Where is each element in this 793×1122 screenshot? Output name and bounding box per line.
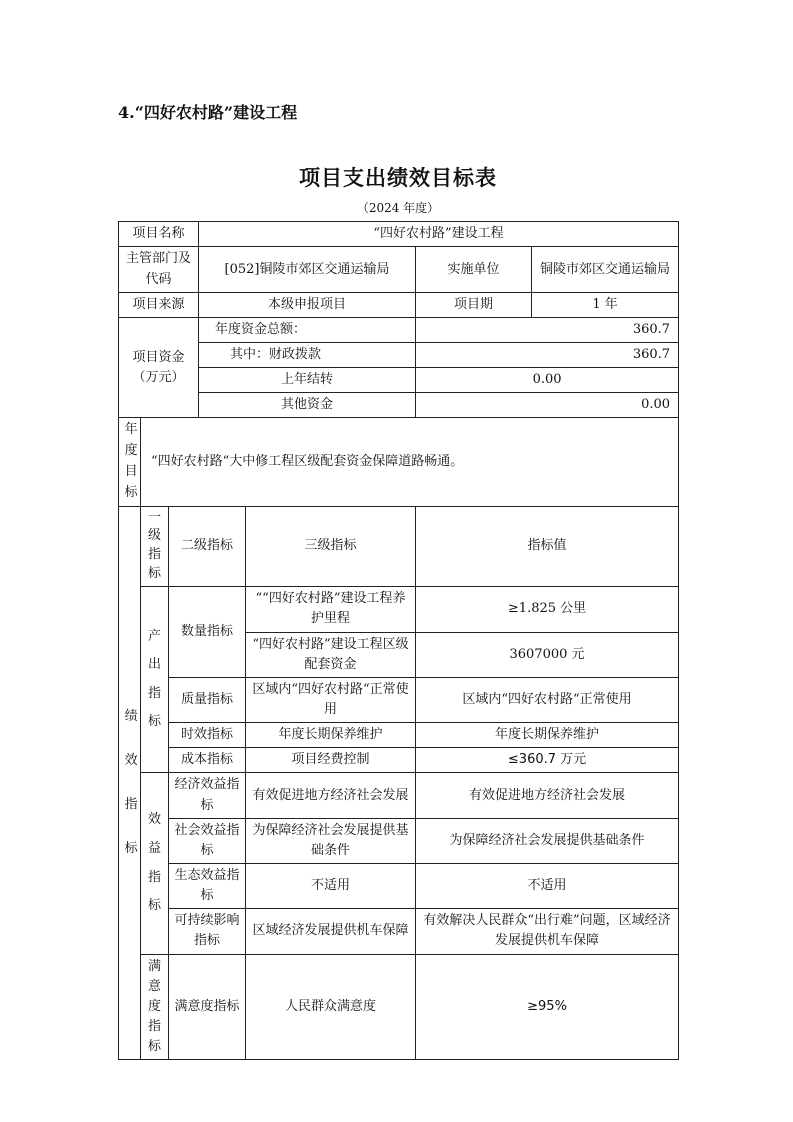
- value-cell: 3607000 元: [416, 632, 679, 677]
- table-row: [119, 723, 679, 748]
- funds-carryover-label: 上年结转: [199, 368, 416, 393]
- row-perf-header: [119, 506, 679, 587]
- value-cell: ≥95%: [416, 954, 679, 1060]
- perf-side-label: 绩效指标: [119, 506, 141, 1060]
- level3-cell: 区域内“四好农村路“正常使用: [246, 677, 416, 722]
- annual-goal-text: “四好农村路“大中修工程区级配套资金保障道路畅通。: [141, 418, 679, 506]
- funds-fiscal-value: 360.7: [416, 343, 679, 368]
- level2-cell: 时效指标: [169, 723, 246, 748]
- level2-cell: 质量指标: [169, 677, 246, 722]
- level2-cell: 生态效益指标: [169, 864, 246, 909]
- value-cell: 有效促进地方经济社会发展: [416, 773, 679, 818]
- value-cell: 年度长期保养维护: [416, 723, 679, 748]
- table-title: 项目支出绩效目标表: [299, 165, 497, 191]
- level2-cell: 数量指标: [169, 587, 246, 678]
- row-funds-fiscal: [119, 343, 679, 368]
- document-content: [118, 103, 678, 1060]
- project-name-value: “四好农村路”建设工程: [199, 222, 679, 247]
- table-row: [119, 818, 679, 863]
- table-row: [119, 587, 679, 632]
- funds-other-label: 其他资金: [199, 393, 416, 418]
- level3-cell: 年度长期保养维护: [246, 723, 416, 748]
- funds-label-line1: 项目资金: [132, 349, 185, 365]
- level2-cell: 可持续影响指标: [169, 909, 246, 954]
- perf-header-level3: 三级指标: [246, 506, 416, 587]
- impl-unit-value: 铜陵市郊区交通运输局: [532, 247, 679, 292]
- table-row: [119, 677, 679, 722]
- level2-cell: 满意度指标: [169, 954, 246, 1060]
- funds-total-value: 360.7: [416, 317, 679, 342]
- row-funds-total: [119, 317, 679, 342]
- row-department: [119, 247, 679, 292]
- table-row: [119, 954, 679, 1060]
- perf-header-level1: 一级指标: [141, 506, 169, 587]
- table-row: [119, 773, 679, 818]
- row-funds-other: [119, 393, 679, 418]
- impl-unit-label: 实施单位: [416, 247, 532, 292]
- dept-label: 主管部门及代码: [119, 247, 199, 292]
- row-source: [119, 292, 679, 317]
- level2-cell: 社会效益指标: [169, 818, 246, 863]
- level3-cell: ““四好农村路”建设工程养护里程: [246, 587, 416, 632]
- dept-value: [052]铜陵市郊区交通运输局: [199, 247, 416, 292]
- value-cell: 不适用: [416, 864, 679, 909]
- source-label: 项目来源: [119, 292, 199, 317]
- group-satisfaction-label: 满意度指标: [141, 954, 169, 1060]
- period-label: 项目期: [416, 292, 532, 317]
- group-output-label: 产出指标: [141, 587, 169, 773]
- value-cell: 有效解决人民群众“出行难”问题，区域经济发展提供机车保障: [416, 909, 679, 954]
- level2-cell: 成本指标: [169, 748, 246, 773]
- value-cell: ≤360.7 万元: [416, 748, 679, 773]
- group-benefit-label: 效益指标: [141, 773, 169, 954]
- perf-header-value: 指标值: [416, 506, 679, 587]
- row-project-name: [119, 222, 679, 247]
- table-row: [119, 864, 679, 909]
- level3-cell: 有效促进地方经济社会发展: [246, 773, 416, 818]
- funds-total-label: 年度资金总额：: [199, 317, 416, 342]
- level3-cell: 不适用: [246, 864, 416, 909]
- level3-cell: 为保障经济社会发展提供基础条件: [246, 818, 416, 863]
- performance-target-table: [118, 221, 679, 1060]
- table-subtitle: （2024 年度）: [356, 201, 440, 216]
- annual-goal-label: 年度目标: [119, 418, 141, 506]
- funds-label-line2: （万元）: [132, 369, 185, 385]
- table-row: [119, 909, 679, 954]
- row-annual-goal: [119, 418, 679, 506]
- source-value: 本级申报项目: [199, 292, 416, 317]
- table-row: [119, 748, 679, 773]
- level3-cell: 项目经费控制: [246, 748, 416, 773]
- value-cell: 为保障经济社会发展提供基础条件: [416, 818, 679, 863]
- level3-cell: 区域经济发展提供机车保障: [246, 909, 416, 954]
- section-heading: 4.“四好农村路”建设工程: [118, 103, 298, 122]
- funds-other-value: 0.00: [416, 393, 679, 418]
- row-funds-carryover: [119, 368, 679, 393]
- period-value: 1 年: [532, 292, 679, 317]
- project-name-label: 项目名称: [119, 222, 199, 247]
- funds-fiscal-label: 其中：财政拨款: [199, 343, 416, 368]
- funds-carryover-value: 0.00: [416, 368, 679, 393]
- funds-label: [119, 317, 199, 418]
- value-cell: 区域内“四好农村路“正常使用: [416, 677, 679, 722]
- level3-cell: 人民群众满意度: [246, 954, 416, 1060]
- perf-header-level2: 二级指标: [169, 506, 246, 587]
- value-cell: ≥1.825 公里: [416, 587, 679, 632]
- level2-cell: 经济效益指标: [169, 773, 246, 818]
- level3-cell: “四好农村路”建设工程区级配套资金: [246, 632, 416, 677]
